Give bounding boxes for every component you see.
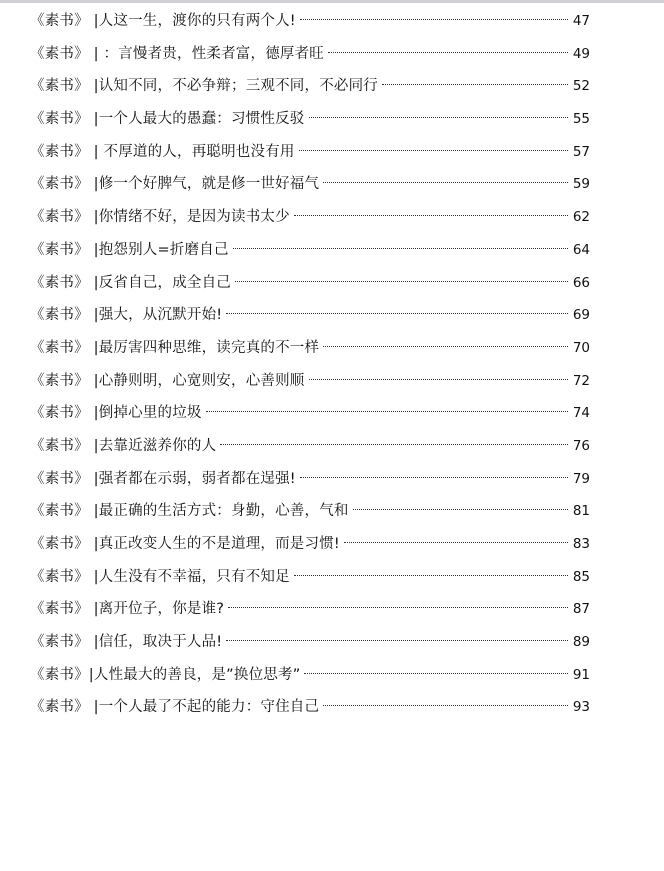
toc-entry-title: 《素书》 |倒掉心里的垃圾 — [30, 405, 202, 422]
toc-entry[interactable] — [30, 593, 590, 626]
dot-leader — [228, 607, 568, 608]
toc-entry-title: 《素书》 |心静则明，心宽则安，心善则顺 — [30, 372, 305, 389]
toc-entry[interactable] — [30, 103, 590, 136]
dot-leader — [382, 84, 568, 85]
toc-entry-title: 《素书》 |真正改变人生的不是道理，而是习惯! — [30, 536, 340, 552]
dot-leader — [299, 150, 568, 151]
dot-leader — [353, 509, 568, 510]
toc-entry-page: 49 — [572, 45, 590, 62]
toc-entry-title: 《素书》 |强者都在示弱，弱者都在逞强! — [30, 470, 296, 487]
toc-entry-title: 《素书》 |最厉害四种思维，读完真的不一样 — [30, 339, 320, 356]
toc-entry-page: 72 — [572, 372, 590, 389]
dot-leader — [300, 19, 568, 20]
dot-leader — [206, 411, 568, 412]
toc-entry[interactable] — [30, 332, 590, 365]
toc-entry[interactable] — [30, 299, 590, 332]
toc-entry-title: 《素书》 |人这一生，渡你的只有两个人! — [30, 13, 296, 29]
table-of-contents — [30, 5, 590, 724]
dot-leader — [323, 346, 568, 347]
dot-leader — [323, 182, 568, 183]
toc-entry-page: 85 — [572, 568, 590, 585]
toc-entry-page: 57 — [572, 143, 590, 160]
toc-entry[interactable] — [30, 201, 590, 234]
toc-entry-title: 《素书》 |一个人最大的愚蠢：习惯性反驳 — [30, 111, 305, 128]
toc-entry[interactable] — [30, 365, 590, 398]
dot-leader — [226, 640, 568, 641]
toc-entry-title: 《素书》 |人生没有不幸福，只有不知足 — [30, 568, 290, 585]
toc-entry-title: 《素书》 |一个人最了不起的能力：守住自己 — [30, 699, 320, 716]
toc-entry-page: 52 — [572, 78, 590, 95]
toc-entry-title: 《素书》 |修一个好脾气，就是修一世好福气 — [30, 176, 320, 193]
toc-entry-title: 《素书》 |信任，取决于人品! — [30, 634, 223, 651]
dot-leader — [294, 575, 568, 576]
toc-entry-title: 《素书》 | 不厚道的人，再聪明也没有用 — [30, 143, 295, 160]
toc-entry-title: 《素书》 |认知不同，不必争辩；三观不同，不必同行 — [30, 78, 378, 95]
toc-entry-title: 《素书》 |反省自己，成全自己 — [30, 274, 231, 291]
toc-entry-page: 69 — [572, 307, 590, 324]
dot-leader — [344, 542, 568, 543]
toc-entry[interactable] — [30, 267, 590, 300]
toc-entry-page: 89 — [572, 634, 590, 651]
toc-entry-page: 87 — [572, 601, 590, 618]
toc-entry[interactable] — [30, 659, 590, 692]
toc-entry-page: 79 — [572, 470, 590, 487]
toc-entry[interactable] — [30, 397, 590, 430]
toc-entry-page: 74 — [572, 405, 590, 422]
toc-entry-title: 《素书》 |离开位子，你是谁? — [30, 601, 225, 618]
dot-leader — [304, 673, 568, 674]
toc-entry[interactable] — [30, 430, 590, 463]
toc-entry-title: 《素书》 |抱怨别人=折磨自己 — [30, 241, 229, 258]
toc-entry-page: 91 — [572, 666, 590, 683]
toc-entry[interactable] — [30, 463, 590, 496]
dot-leader — [220, 444, 568, 445]
dot-leader — [300, 477, 568, 478]
toc-entry[interactable] — [30, 528, 590, 561]
dot-leader — [226, 313, 568, 314]
toc-entry[interactable] — [30, 561, 590, 594]
toc-entry[interactable] — [30, 70, 590, 103]
toc-entry-title: 《素书》|人性最大的善良，是”换位思考” — [30, 666, 301, 683]
toc-entry-page: 81 — [572, 503, 590, 520]
toc-entry-title: 《素书》 |最正确的生活方式：身勤，心善，气和 — [30, 503, 349, 520]
toc-entry-page: 64 — [572, 241, 590, 258]
dot-leader — [328, 52, 568, 53]
toc-entry-title: 《素书》 |去靠近滋养你的人 — [30, 437, 217, 454]
toc-entry-page: 66 — [572, 274, 590, 291]
dot-leader — [309, 117, 569, 118]
toc-entry-page: 83 — [572, 536, 590, 552]
toc-entry-page: 47 — [572, 13, 590, 29]
toc-entry[interactable] — [30, 5, 590, 38]
toc-entry-page: 59 — [572, 176, 590, 193]
toc-entry[interactable] — [30, 626, 590, 659]
dot-leader — [235, 281, 568, 282]
toc-entry[interactable] — [30, 495, 590, 528]
toc-entry-page: 76 — [572, 437, 590, 454]
toc-entry[interactable] — [30, 38, 590, 71]
toc-entry-page: 55 — [572, 111, 590, 128]
dot-leader — [233, 248, 568, 249]
dot-leader — [294, 215, 568, 216]
toc-entry-page: 93 — [572, 699, 590, 716]
toc-entry[interactable] — [30, 136, 590, 169]
dot-leader — [309, 379, 569, 380]
page-top-rule — [0, 0, 664, 3]
toc-entry-title: 《素书》 |你情绪不好，是因为读书太少 — [30, 209, 290, 226]
toc-entry-title: 《素书》 |强大，从沉默开始! — [30, 307, 223, 324]
toc-entry[interactable] — [30, 234, 590, 267]
toc-entry[interactable] — [30, 691, 590, 724]
toc-entry-page: 62 — [572, 209, 590, 226]
toc-entry-title: 《素书》 | ：言慢者贵，性柔者富，德厚者旺 — [30, 45, 325, 62]
toc-entry[interactable] — [30, 168, 590, 201]
toc-entry-page: 70 — [572, 339, 590, 356]
dot-leader — [323, 705, 568, 706]
